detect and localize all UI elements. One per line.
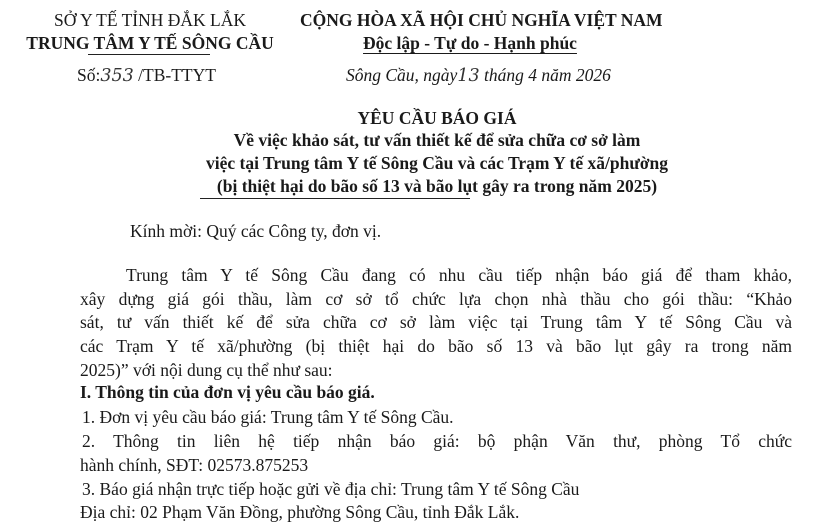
paragraph-line: các Trạm Y tế xã/phường (bị thiệt hại do bão số 13 và bão lụt gây ra trong năm <box>80 336 792 356</box>
info-item: 2. Thông tin liên hệ tiếp nhận báo giá: bộ phận Văn thư, phòng Tổ chức <box>82 431 792 451</box>
date-prefix: Sông Cầu, ngày <box>346 65 458 85</box>
number-suffix: /TB-TTYT <box>138 65 216 85</box>
subtitle-line: việc tại Trung tâm Y tế Sông Cầu và các Trạm Y tế xã/phường <box>205 153 669 173</box>
subtitle-line: Về việc khảo sát, tư vấn thiết kế để sửa chữa cơ sở làm <box>233 130 641 150</box>
paragraph-line: xây dựng giá gói thầu, làm cơ sở tổ chức lựa chọn nhà thầu cho gói thầu: “Khảo <box>80 289 792 309</box>
info-item: 1. Đơn vị yêu cầu báo giá: Trung tâm Y tế Sông Cầu. <box>82 407 454 427</box>
salutation: Kính mời: Quý các Công ty, đơn vị. <box>130 221 382 241</box>
section-heading: I. Thông tin của đơn vị yêu cầu báo giá. <box>80 382 375 402</box>
info-item-continued: hành chính, SĐT: 02573.875253 <box>80 455 309 475</box>
title-main: YÊU CẦU BÁO GIÁ <box>357 108 517 128</box>
subtitle-line: (bị thiệt hại do bão số 13 và bão lụt gây ra trong năm 2025) <box>216 176 658 196</box>
unit-name: TRUNG TÂM Y TẾ SÔNG CẦU <box>26 33 274 53</box>
date-suffix: tháng 4 năm 2026 <box>483 65 611 85</box>
address: Địa chỉ: 02 Phạm Văn Đồng, phường Sông Cầu, tỉnh Đắk Lắk. <box>80 502 520 522</box>
number-prefix: Số: <box>77 65 101 85</box>
paragraph-line: 2025)” với nội dung cụ thể như sau: <box>80 360 333 380</box>
paragraph-line: Trung tâm Y tế Sông Cầu đang có nhu cầu tiếp nhận báo giá để tham khảo, <box>126 265 792 285</box>
paragraph-line: sát, tư vấn thiết kế để sửa chữa cơ sở làm việc tại Trung tâm Y tế Sông Cầu và <box>80 312 792 332</box>
unit-underline <box>88 54 210 55</box>
nation-name: CỘNG HÒA XÃ HỘI CHỦ NGHĨA VIỆT NAM <box>300 10 663 30</box>
motto <box>300 32 640 54</box>
document-number <box>77 64 216 87</box>
agency-name: SỞ Y TẾ TỈNH ĐẮK LẮK <box>53 10 246 30</box>
issue-date <box>346 64 611 87</box>
motto-text: Độc lập - Tự do - Hạnh phúc <box>363 33 577 53</box>
title-underline <box>200 198 470 199</box>
handwritten-day: 13 <box>457 66 480 86</box>
handwritten-number: 353 <box>100 66 134 86</box>
info-item: 3. Báo giá nhận trực tiếp hoặc gửi về địa chỉ: Trung tâm Y tế Sông Cầu <box>82 479 580 499</box>
